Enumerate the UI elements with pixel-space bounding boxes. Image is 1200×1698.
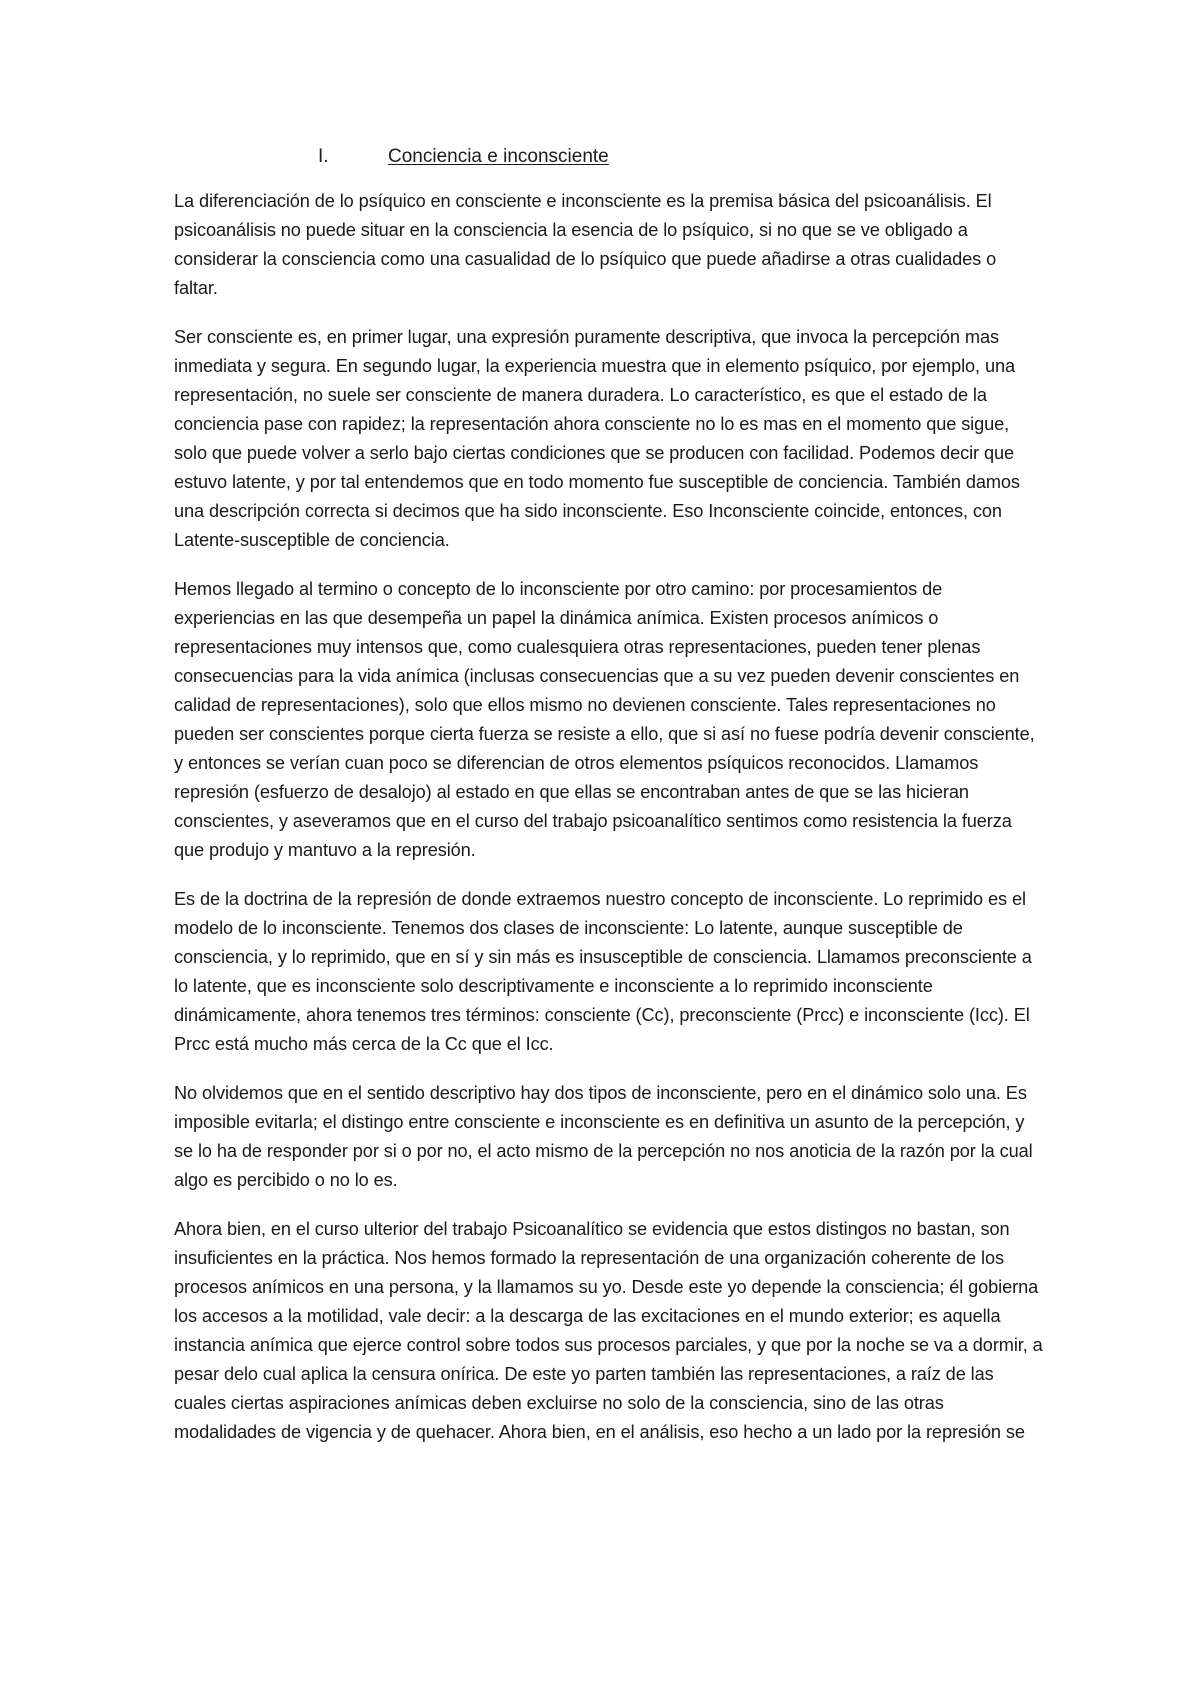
paragraph: Es de la doctrina de la represión de donde extraemos nuestro concepto de inconsciente. Lo reprimido es el modelo de lo inconsciente. Tenemos dos clases de inconsciente: Lo latente, aunque susceptible de consciencia, y lo reprimido, que en sí y sin más es insusceptible de consciencia. Llamamos preconsciente a lo latente, que es inconsciente solo descriptivamente e inconsciente a lo reprimido inconsciente dinámicamente, ahora tenemos tres términos: consciente (Cc), preconsciente (Prcc) e inconsciente (Icc). El Prcc está mucho más cerca de la Cc que el Icc. xyxy=(174,889,1032,1054)
paragraph: No olvidemos que en el sentido descriptivo hay dos tipos de inconsciente, pero en el dinámico solo una. Es imposible evitarla; el distingo entre consciente e inconsciente es en definitiva un asunto de la percepción, y se lo ha de responder por si o por no, el acto mismo de la percepción no nos anoticia de la razón por la cual algo es percibido o no lo es. xyxy=(174,1083,1033,1190)
paragraph: Hemos llegado al termino o concepto de lo inconsciente por otro camino: por procesamientos de experiencias en las que desempeña un papel la dinámica anímica. Existen procesos anímicos o representaciones muy intensos que, como cualesquiera otras representaciones, pueden tener plenas consecuencias para la vida anímica (inclusas consecuencias que a su vez pueden devenir conscientes en calidad de representaciones), solo que ellos mismo no devienen consciente. Tales representaciones no pueden ser conscientes porque cierta fuerza se resiste a ello, que si así no fuese podría devenir consciente, y entonces se verían cuan poco se diferencian de otros elementos psíquicos reconocidos. Llamamos represión (esfuerzo de desalojo) al estado en que ellas se encontraban antes de que se las hicieran conscientes, y aseveramos que en el curso del trabajo psicoanalítico sentimos como resistencia la fuerza que produjo y mantuvo a la represión. xyxy=(174,579,1035,860)
section-number: I. xyxy=(318,146,329,167)
paragraph: La diferenciación de lo psíquico en consciente e inconsciente es la premisa básica del psicoanálisis. El psicoanálisis no puede situar en la consciencia la esencia de lo psíquico, si no que se ve obligado a considerar la consciencia como una casualidad de lo psíquico que puede añadirse a otras cualidades o faltar. xyxy=(174,191,997,298)
document-body xyxy=(174,187,1044,1467)
paragraph: Ser consciente es, en primer lugar, una expresión puramente descriptiva, que invoca la percepción mas inmediata y segura. En segundo lugar, la experiencia muestra que in elemento psíquico, por ejemplo, una representación, no suele ser consciente de manera duradera. Lo característico, es que el estado de la conciencia pase con rapidez; la representación ahora consciente no lo es mas en el momento que sigue, solo que puede volver a serlo bajo ciertas condiciones que se producen con facilidad. Podemos decir que estuvo latente, y por tal entendemos que en todo momento fue susceptible de conciencia. También damos una descripción correcta si decimos que ha sido inconsciente. Eso Inconsciente coincide, entonces, con Latente-susceptible de conciencia. xyxy=(174,327,1020,550)
section-heading xyxy=(318,145,609,169)
section-title: Conciencia e inconsciente xyxy=(388,146,609,167)
paragraph: Ahora bien, en el curso ulterior del trabajo Psicoanalítico se evidencia que estos distingos no bastan, son insuficientes en la práctica. Nos hemos formado la representación de una organización coherente de los procesos anímicos en una persona, y la llamamos su yo. Desde este yo depende la consciencia; él gobierna los accesos a la motilidad, vale decir: a la descarga de las excitaciones en el mundo exterior; es aquella instancia anímica que ejerce control sobre todos sus procesos parciales, y que por la noche se va a dormir, a pesar delo cual aplica la censura onírica. De este yo parten también las representaciones, a raíz de las cuales ciertas aspiraciones anímicas deben excluirse no solo de la consciencia, sino de las otras modalidades de vigencia y de quehacer. Ahora bien, en el análisis, eso hecho a un lado por la represión se xyxy=(174,1219,1043,1442)
